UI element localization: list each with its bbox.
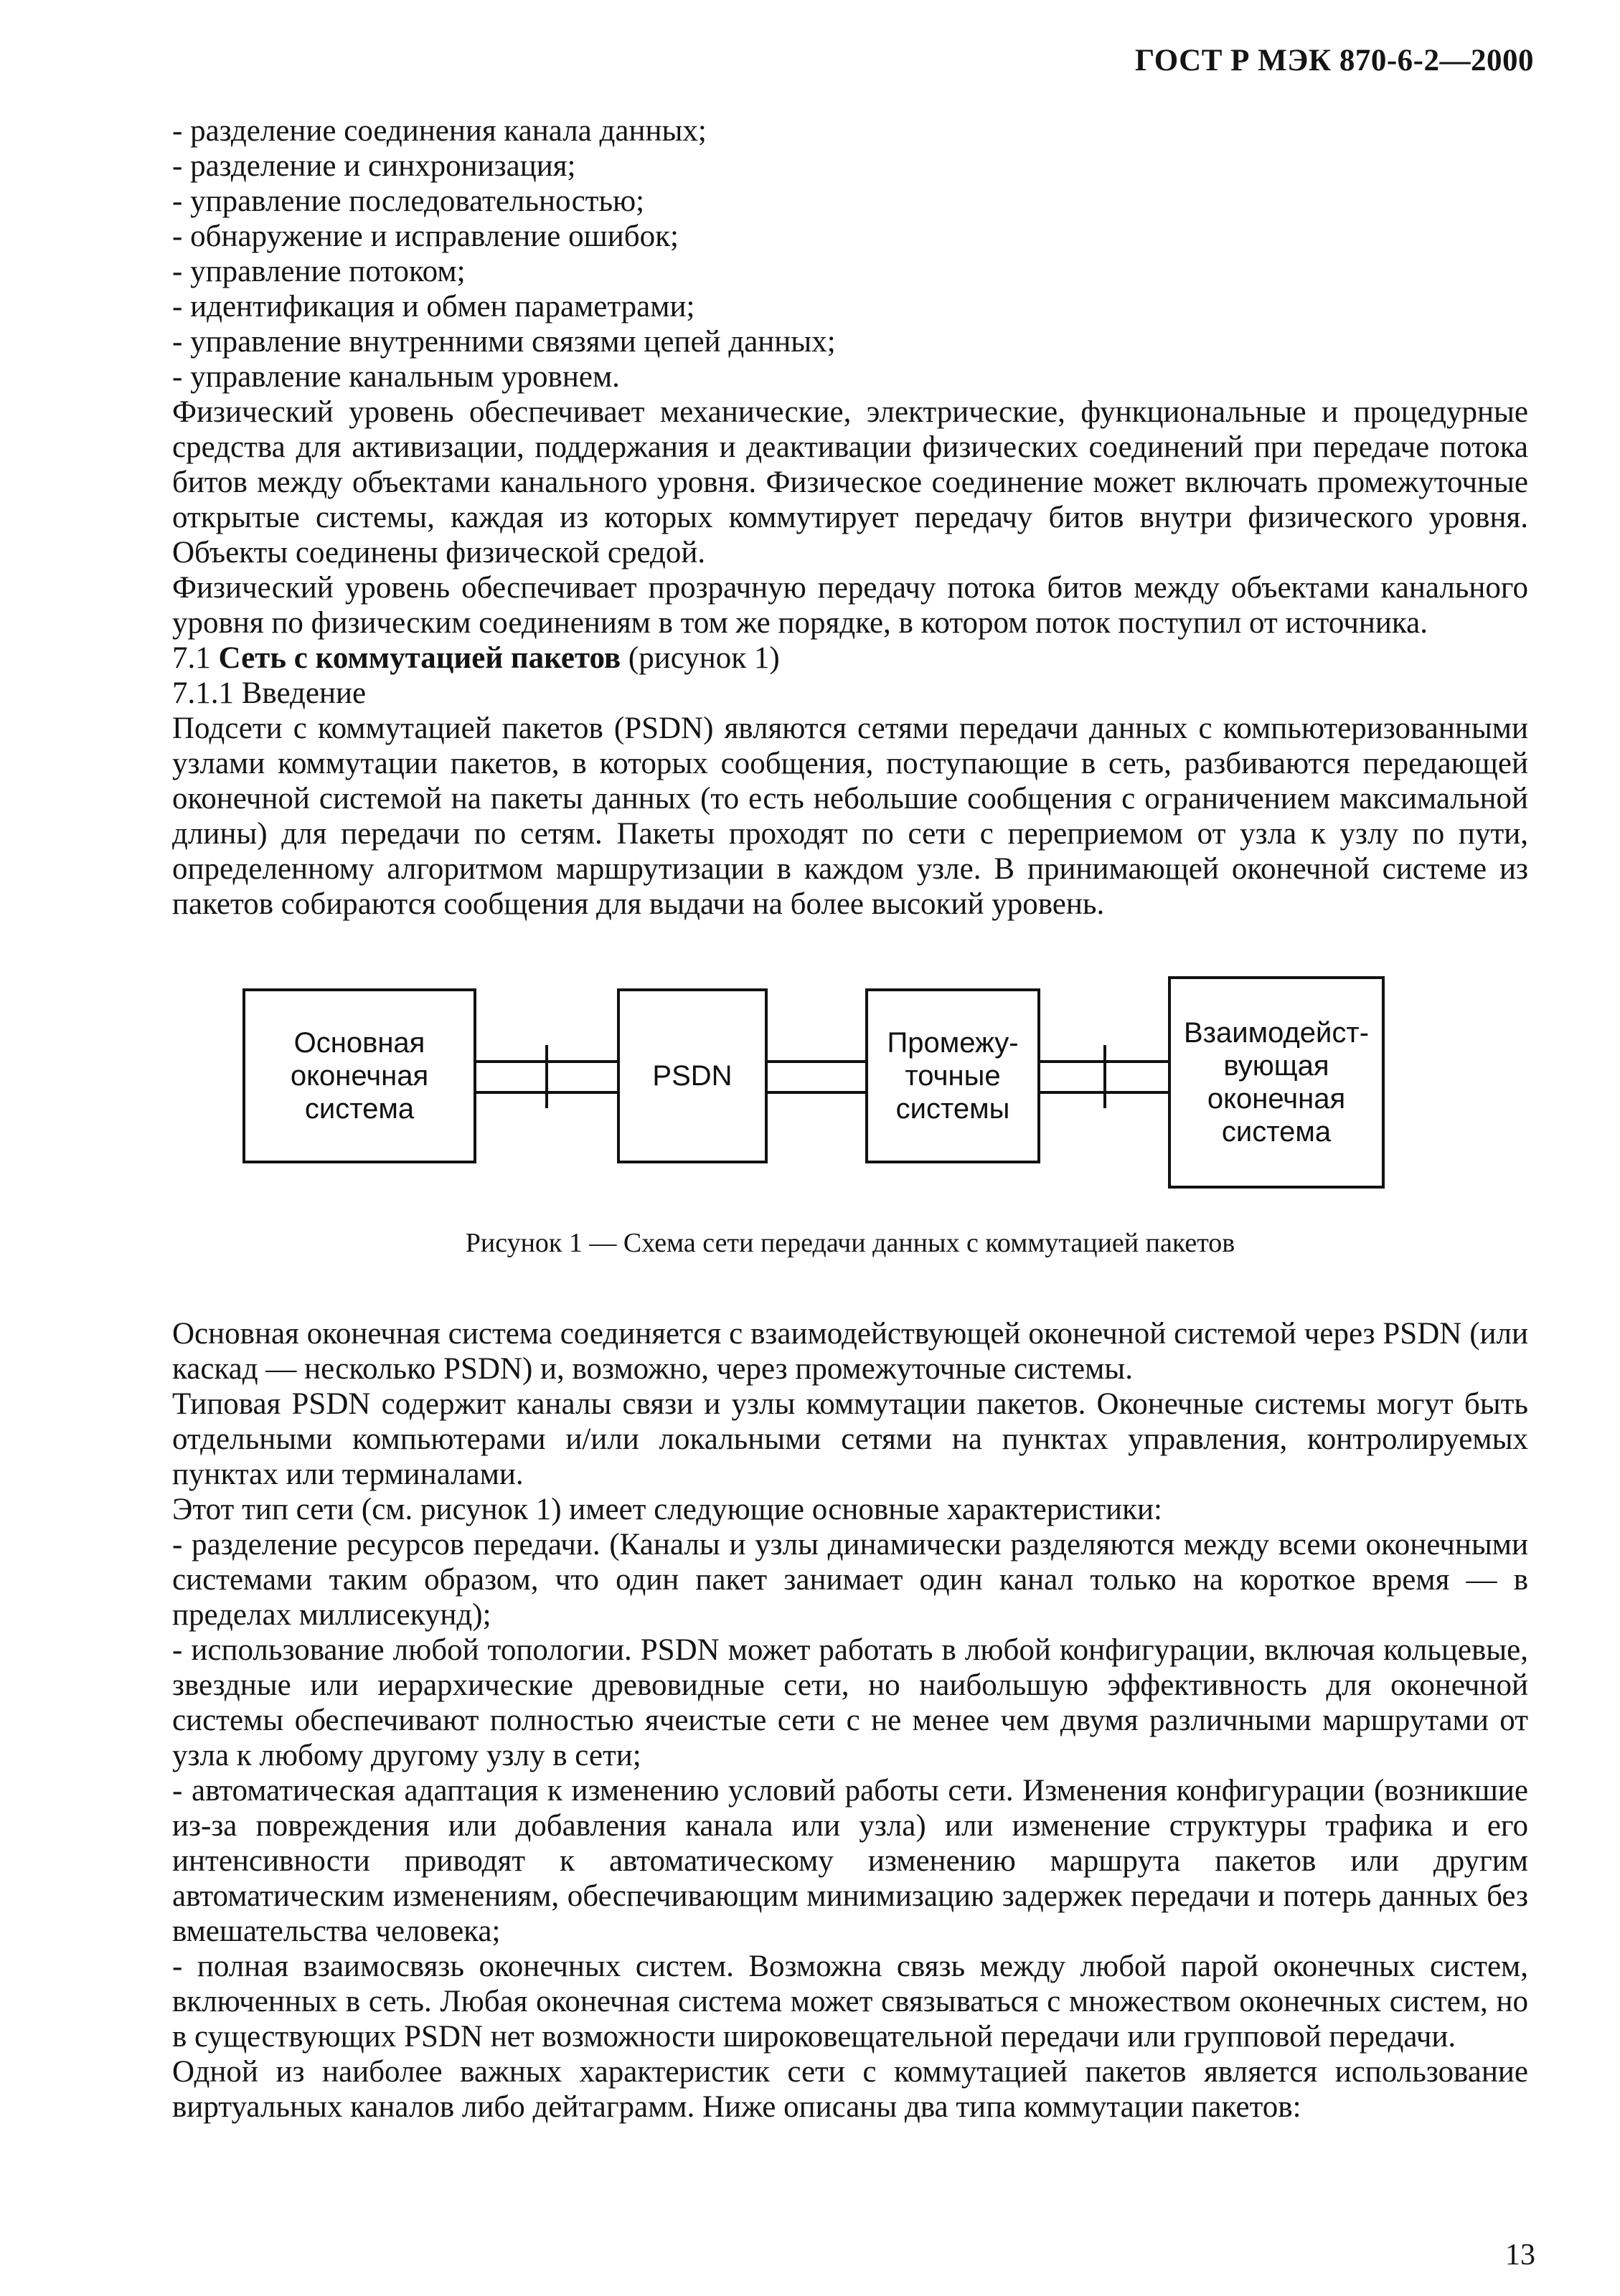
box-label-line: Основная <box>293 1027 425 1059</box>
paragraph-full-interconnection: - полная взаимосвязь оконечных систем. Возможна связь между любой парой оконечных систем, включенных в сеть. Любая оконечная система может связываться с множеством оконечных систем, но в существующих PSDN нет возможности широковещательной передачи или групповой передачи. <box>172 1950 1528 2054</box>
paragraph-connection: Основная оконечная система соединяется с взаимодействующей оконечной системой через PSDN (или каскад — несколько PSDN) и, возможно, через промежуточные системы. <box>172 1317 1528 1386</box>
section-ref: (рисунок 1) <box>628 641 780 675</box>
box-label-intermediate <box>867 990 1039 1162</box>
list-item: - обнаружение и исправление ошибок; <box>172 219 679 253</box>
list-item: - разделение соединения канала данных; <box>172 114 707 148</box>
list-item: - управление последовательностью; <box>172 184 645 218</box>
paragraph-typical-psdn: Типовая PSDN содержит каналы связи и узлы коммутации пакетов. Оконечные системы могут быть отдельными компьютерами и/или локальными сетями на пунктах управления, контролируемых пунктах или терминалами. <box>172 1387 1528 1491</box>
page-content <box>172 113 1528 2125</box>
list-item: - управление канальным уровнем. <box>172 360 620 394</box>
list-item: - управление внутренними связями цепей данных; <box>172 325 836 359</box>
box-label-line: система <box>304 1093 415 1125</box>
box-label-peer-end-system <box>1169 978 1383 1187</box>
box-label-line: Взаимодейст- <box>1183 1017 1370 1049</box>
box-label-line: точные <box>905 1060 1001 1092</box>
list-1 <box>172 113 1528 395</box>
list-item: - разделение и синхронизация; <box>172 149 576 183</box>
paragraph-transparent-transfer: Физический уровень обеспечивает прозрачную передачу потока битов между объектами канального уровня по физическим соединениям в том же порядке, в котором поток поступил от источника. <box>172 571 1528 640</box>
paragraph-any-topology: - использование любой топологии. PSDN может работать в любой конфигурации, включая кольцевые, звездные или иерархические древовидные сети, но наибольшую эффективность для оконечной системы обеспечивают полностью ячеистые сети с не менее чем двумя различными маршрутами от узла к любому другому узлу в сети; <box>172 1633 1528 1772</box>
section-number: 7.1 <box>172 641 211 675</box>
list-item: - идентификация и обмен параметрами; <box>172 290 695 323</box>
after-figure-text <box>172 1316 1528 2125</box>
subsection-heading: 7.1.1 Введение <box>172 676 367 710</box>
paragraph-resource-sharing: - разделение ресурсов передачи. (Каналы и узлы динамически разделяются между всеми оконечными системами таким образом, что один пакет занимает один канал только на короткое время — в пределах миллисекунд); <box>172 1528 1528 1632</box>
paragraph-psdn-intro: Подсети с коммутацией пакетов (PSDN) являются сетями передачи данных с компьютеризованными узлами коммутации пакетов, в которых сообщения, поступающие в сеть, разбиваются передающей оконечной системой на пакеты данных (то есть небольшие сообщения с ограничением максимальной длины) для передачи по сетям. Пакеты проходят по сети с переприемом от узла к узлу по пути, определенному алгоритмом маршрутизации в каждом узле. В принимающей оконечной системе из пакетов собираются сообщения для выдачи на более высокий уровень. <box>172 712 1528 921</box>
box-label-line: оконечная <box>290 1060 429 1092</box>
box-label-line: вующая <box>1223 1050 1329 1082</box>
paragraph-virtual-circuits: Одной из наиболее важных характеристик сети с коммутацией пакетов является использование виртуальных каналов либо дейтаграмм. Ниже описаны два типа коммутации пакетов: <box>172 2055 1528 2124</box>
box-label-line: Промежу- <box>887 1027 1019 1059</box>
box-label-line: PSDN <box>652 1060 733 1092</box>
box-label-line: системы <box>895 1093 1010 1125</box>
box-label-psdn <box>618 990 766 1162</box>
box-label-main-end-system <box>244 990 475 1162</box>
list-item: - управление потоком; <box>172 255 466 288</box>
box-label-line: система <box>1221 1116 1332 1148</box>
paragraph-physical-layer: Физический уровень обеспечивает механические, электрические, функциональные и процедурные средства для активизации, поддержания и деактивации физических соединений при передаче потока битов между объектами канального уровня. Физическое соединение может включать промежуточные открытые системы, каждая из которых коммутирует передачу битов внутри физического уровня. Объекты соединены физической средой. <box>172 395 1528 570</box>
section-heading <box>172 641 1528 676</box>
box-label-line: оконечная <box>1207 1083 1346 1115</box>
figure-1 <box>172 965 1528 1288</box>
document-header: ГОСТ Р МЭК 870-6-2—2000 <box>1134 44 1534 77</box>
figure-caption: Рисунок 1 — Схема сети передачи данных с коммутацией пакетов <box>465 1228 1235 1258</box>
page-number: 13 <box>1505 2239 1535 2272</box>
paragraph-auto-adaptation: - автоматическая адаптация к изменению условий работы сети. Изменения конфигурации (возникшие из-за повреждения или добавления канала или узла) или изменение структуры трафика и его интенсивности приводят к автоматическому изменению маршрута пакетов или другим автоматическим изменениям, обеспечивающим минимизацию задержек передачи и потерь данных без вмешательства человека; <box>172 1774 1528 1948</box>
section-title: Сеть с коммутацией пакетов <box>218 641 621 675</box>
paragraph-characteristics: Этот тип сети (см. рисунок 1) имеет следующие основные характеристики: <box>172 1493 1162 1526</box>
